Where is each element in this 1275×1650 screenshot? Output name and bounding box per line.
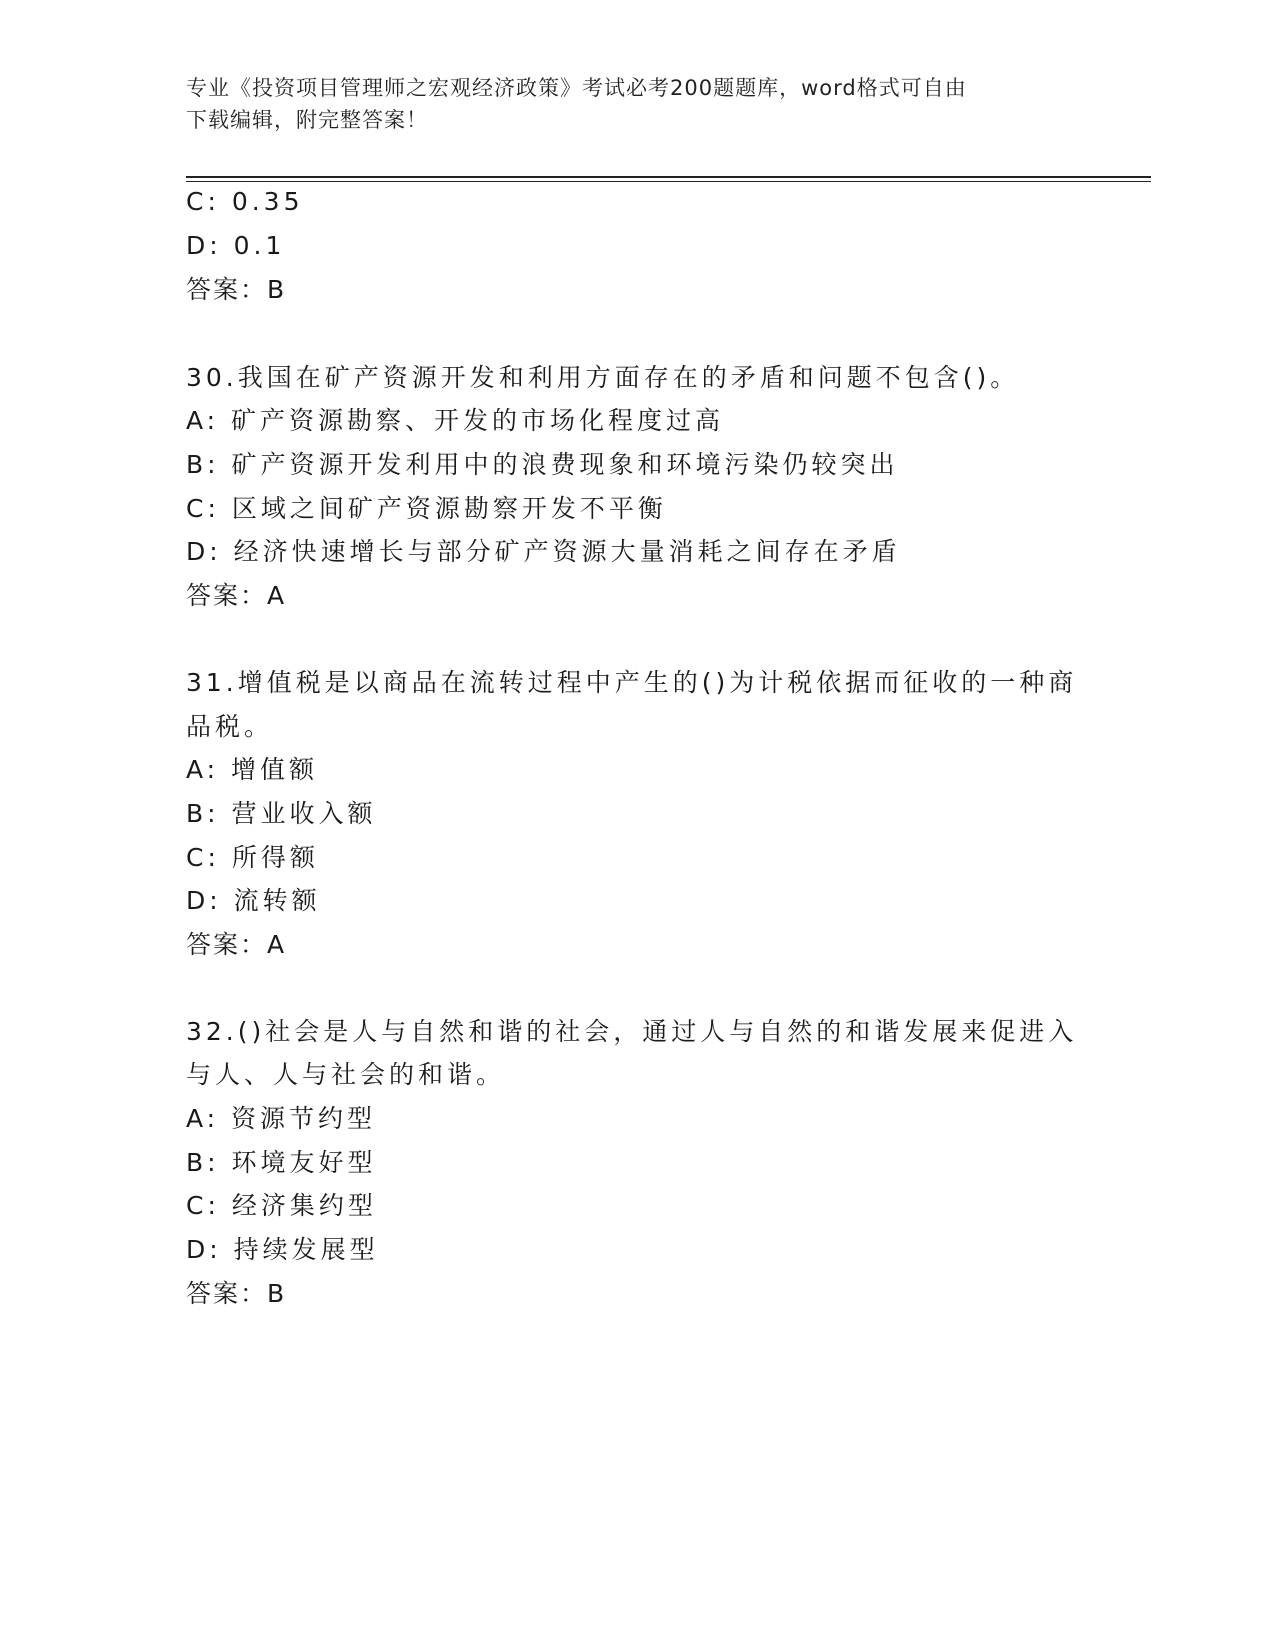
header-line-1: 专业《投资项目管理师之宏观经济政策》考试必考200题题库，word格式可自由 xyxy=(186,76,967,100)
q32-answer: 答案：B xyxy=(186,1279,287,1308)
q31-answer: 答案：A xyxy=(186,930,287,959)
q30-option-c: C: 区域之间矿产资源勘察开发不平衡 xyxy=(186,494,667,523)
q31-option-a: A: 增值额 xyxy=(186,755,319,784)
q32-option-b: B: 环境友好型 xyxy=(186,1148,377,1177)
q32-option-c: C: 经济集约型 xyxy=(186,1191,377,1220)
document-header xyxy=(186,72,1086,136)
q32-stem-line-1: 32.()社会是人与自然和谐的社会，通过人与自然的和谐发展来促进入 xyxy=(186,1017,1078,1046)
q30-option-a: A: 矿产资源勘察、开发的市场化程度过高 xyxy=(186,406,725,435)
q31-option-d: D: 流转额 xyxy=(186,886,321,915)
header-divider-thin xyxy=(186,181,1151,182)
prev-option-c: C: 0.35 xyxy=(186,187,304,216)
q32-stem-line-2: 与人、人与社会的和谐。 xyxy=(186,1060,506,1089)
q31-stem-line-1: 31.增值税是以商品在流转过程中产生的()为计税依据而征收的一种商 xyxy=(186,668,1078,697)
q32-option-d: D: 持续发展型 xyxy=(186,1235,379,1264)
header-line-2: 下载编辑，附完整答案！ xyxy=(186,108,428,132)
q31-option-b: B: 营业收入额 xyxy=(186,799,377,828)
header-divider xyxy=(186,176,1151,178)
q30-answer: 答案：A xyxy=(186,581,287,610)
q31-stem-line-2: 品税。 xyxy=(186,712,274,741)
q30-option-b: B: 矿产资源开发利用中的浪费现象和环境污染仍较突出 xyxy=(186,450,899,479)
prev-answer: 答案：B xyxy=(186,275,287,304)
q30-option-d: D: 经济快速增长与部分矿产资源大量消耗之间存在矛盾 xyxy=(186,537,901,566)
prev-option-d: D: 0.1 xyxy=(186,231,286,260)
q32-option-a: A: 资源节约型 xyxy=(186,1104,377,1133)
q31-option-c: C: 所得额 xyxy=(186,843,319,872)
q30-stem: 30.我国在矿产资源开发和利用方面存在的矛盾和问题不包含()。 xyxy=(186,363,1020,392)
